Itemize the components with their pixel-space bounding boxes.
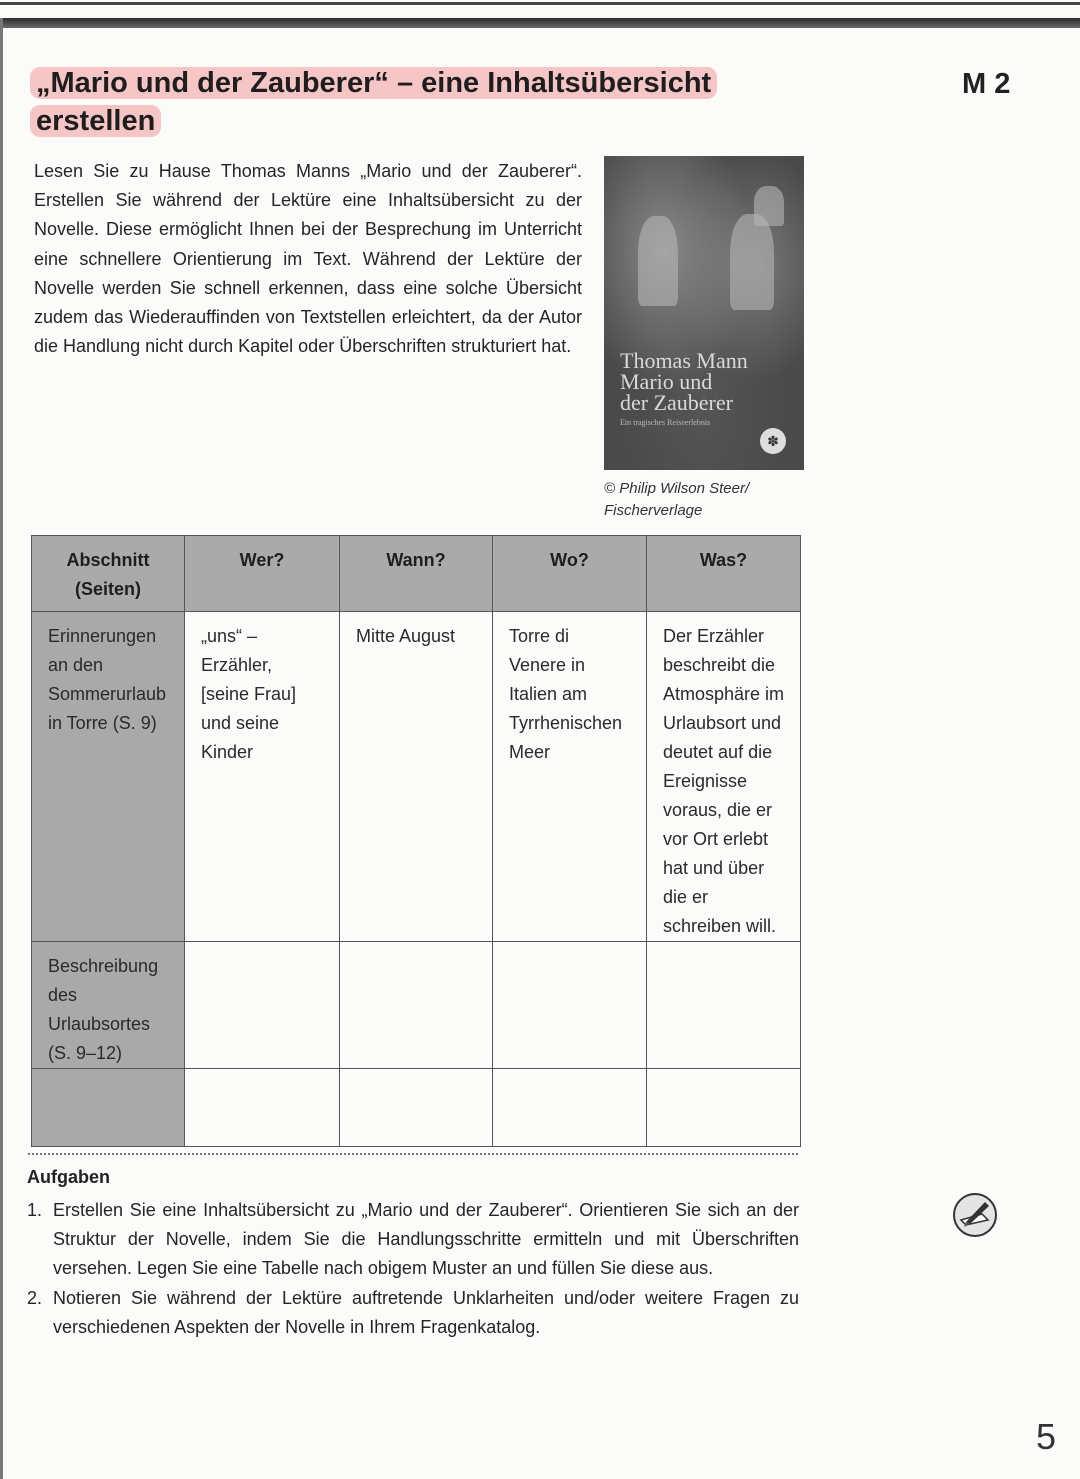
image-caption: © Philip Wilson Steer/ Fischerverlage	[604, 480, 750, 519]
table-cell	[493, 1069, 647, 1147]
task-item	[27, 1196, 799, 1284]
table-cell	[340, 942, 493, 1069]
pen-on-paper-icon	[952, 1192, 998, 1238]
task-text: Notieren Sie während der Lektüre auftretende Unklarheiten und/oder weitere Fragen zu verschiedenen Aspekten der Novelle in Ihrem Fragenkatalog.	[53, 1287, 799, 1337]
table-cell	[647, 942, 801, 1069]
table-row	[32, 612, 801, 942]
book-cover-author: Thomas Mann	[620, 348, 748, 373]
task-text: Erstellen Sie eine Inhaltsübersicht zu „Mario und der Zauberer“. Orientieren Sie sich an der Struktur der Novelle, indem Sie die Handlungsschritte ermitteln und mit Überschriften versehen. Legen Sie eine Tabelle nach obigem Muster an und füllen Sie diese aus.	[53, 1200, 799, 1279]
table-cell	[493, 942, 647, 1069]
cell-text	[493, 942, 646, 952]
cell-text: Mitte August	[356, 626, 456, 646]
header-abschnitt-text: Abschnitt (Seiten)	[66, 550, 150, 599]
table-header-row	[32, 536, 801, 612]
left-rule	[0, 18, 3, 1479]
cell-text	[647, 942, 800, 952]
header-abschnitt	[32, 536, 185, 612]
table-cell	[32, 1069, 185, 1147]
book-cover-title-line2: der Zauberer	[620, 390, 733, 415]
book-cover-title-line1: Mario und	[620, 369, 713, 394]
table-cell	[340, 1069, 493, 1147]
intro-paragraph: Lesen Sie zu Hause Thomas Manns „Mario und der Zauberer“. Erstellen Sie während der Lektüre eine Inhaltsübersicht zu der Novelle. Diese ermöglicht Ihnen bei der Besprechung im Unterricht eine schnellere Orientierung im Text. Während der Lektüre der Novelle werden Sie schnell erkennen, dass eine solche Übersicht zudem das Wiederauffinden von Textstellen erleichtert, da der Autor die Handlung nicht durch Kapitel oder Überschriften strukturiert hat.	[34, 161, 582, 357]
table-cell	[647, 612, 801, 942]
table-cell	[185, 612, 340, 942]
table-cell	[185, 1069, 340, 1147]
cell-text: „uns“ – Erzähler, [seine Frau] und seine Kinder	[201, 626, 297, 762]
header-wer: Wer?	[185, 536, 340, 612]
cell-text: Beschreibung des Urlaubsortes (S. 9–12)	[48, 956, 159, 1063]
page-title-text: „Mario und der Zauberer“ – eine Inhaltsübersicht erstellen	[30, 67, 717, 137]
book-cover-subtitle: Ein tragisches Reiseerlebnis	[620, 418, 711, 427]
page-number: 5	[1036, 1416, 1057, 1457]
task-item	[27, 1284, 799, 1342]
task-number: 2.	[27, 1287, 43, 1308]
task-number: 1.	[27, 1200, 43, 1220]
table-cell	[32, 942, 185, 1069]
table-row	[32, 942, 801, 1069]
cell-text	[340, 1069, 492, 1079]
dotted-divider	[28, 1153, 798, 1155]
top-rule-thin	[0, 2, 1080, 5]
table-cell	[647, 1069, 801, 1147]
cell-text	[32, 1069, 184, 1079]
cell-text: Erinnerungen an den Sommerurlaub in Torre (S. 9)	[48, 626, 167, 733]
cell-text: Torre di Venere in Italien am Tyrrhenischen Meer	[509, 626, 623, 762]
book-cover-title	[620, 350, 748, 413]
header-wo: Wo?	[493, 536, 647, 612]
cell-text	[340, 942, 492, 952]
cell-text	[647, 1069, 800, 1079]
tasks-list	[27, 1196, 799, 1342]
material-badge: M 2	[962, 68, 1011, 100]
book-cover-image	[604, 156, 804, 470]
table-cell	[32, 612, 185, 942]
cell-text	[493, 1069, 646, 1079]
header-wann: Wann?	[340, 536, 493, 612]
publisher-logo-icon: ✽	[760, 428, 786, 454]
top-rule	[0, 18, 1080, 28]
tasks-heading: Aufgaben	[27, 1167, 110, 1187]
table-cell	[185, 942, 340, 1069]
table-cell	[493, 612, 647, 942]
header-was: Was?	[647, 536, 801, 612]
cell-text	[185, 942, 339, 952]
table-row	[32, 1069, 801, 1147]
table-cell	[340, 612, 493, 942]
cell-text: Der Erzähler beschreibt die Atmosphäre im Urlaubsort und deutet auf die Ereignisse voraus, die er vor Ort erlebt hat und über die er schreiben will.	[663, 626, 785, 936]
content-table	[31, 535, 801, 1147]
page-title	[30, 64, 730, 140]
cell-text	[185, 1069, 339, 1079]
